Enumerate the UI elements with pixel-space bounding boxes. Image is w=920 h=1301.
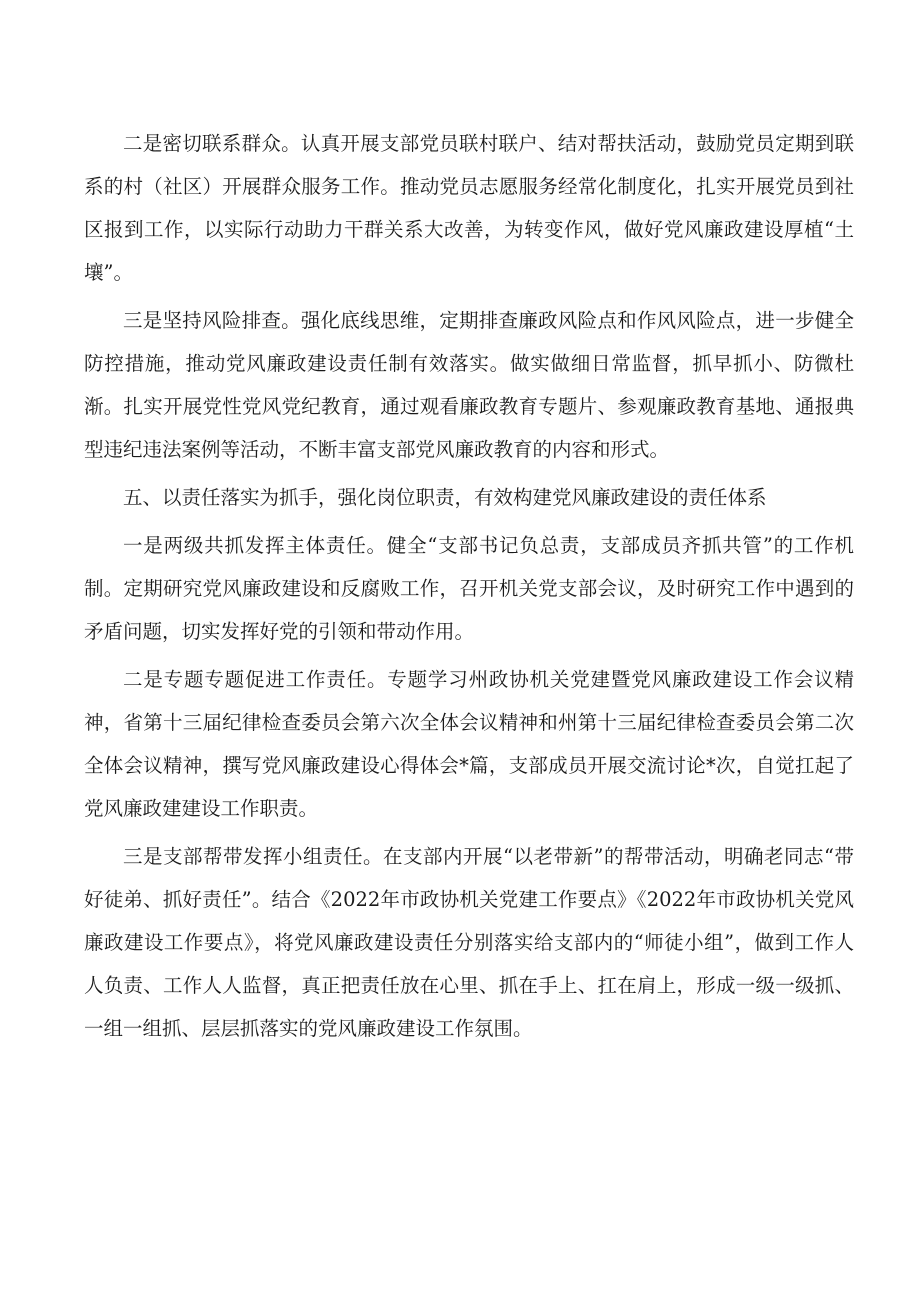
paragraph-main-responsibility: 一是两级共抓发挥主体责任。健全“支部书记负总责，支部成员齐抓共管”的工作机制。定期研究党风廉政建设和反腐败工作，召开机关党支部会议，及时研究工作中遇到的矛盾问题，切实发挥好党的引领和带动作用。: [84, 534, 854, 643]
paragraph-work-responsibility: 二是专题专题促进工作责任。专题学习州政协机关党建暨党风廉政建设工作会议精神，省第十三届纪律检查委员会第六次全体会议精神和州第十三届纪律检查委员会第二次全体会议精神，撰写党风廉政建设心得体会*篇，支部成员开展交流讨论*次，自觉扛起了党风廉政建建设工作职责。: [84, 668, 854, 820]
paragraph-group-responsibility: 三是支部帮带发挥小组责任。在支部内开展“以老带新”的帮带活动，明确老同志“带好徒弟、抓好责任”。结合《2022年市政协机关党建工作要点》《2022年市政协机关党风廉政建设工作要点》，将党风廉政建设责任分别落实给支部内的“师徒小组”，做到工作人人负责、工作人人监督，真正把责任放在心里、抓在手上、扛在肩上，形成一级一级抓、一组一组抓、层层抓落实的党风廉政建设工作氛围。: [84, 845, 854, 1040]
document-page: [84, 122, 854, 1055]
section-heading-responsibility: 五、以责任落实为抓手，强化岗位职责，有效构建党风廉政建设的责任体系: [123, 486, 767, 509]
paragraph-risk-inspection: 三是坚持风险排查。强化底线思维，定期排查廉政风险点和作风风险点，进一步健全防控措施，推动党风廉政建设责任制有效落实。做实做细日常监督，抓早抓小、防微杜渐。扎实开展党性党风党纪教育，通过观看廉政教育专题片、参观廉政教育基地、通报典型违纪违法案例等活动，不断丰富支部党风廉政教育的内容和形式。: [84, 309, 854, 461]
paragraph-contact-masses: 二是密切联系群众。认真开展支部党员联村联户、结对帮扶活动，鼓励党员定期到联系的村（社区）开展群众服务工作。推动党员志愿服务经常化制度化，扎实开展党员到社区报到工作，以实际行动助力干群关系大改善，为转变作风，做好党风廉政建设厚植“土壤”。: [84, 132, 854, 284]
